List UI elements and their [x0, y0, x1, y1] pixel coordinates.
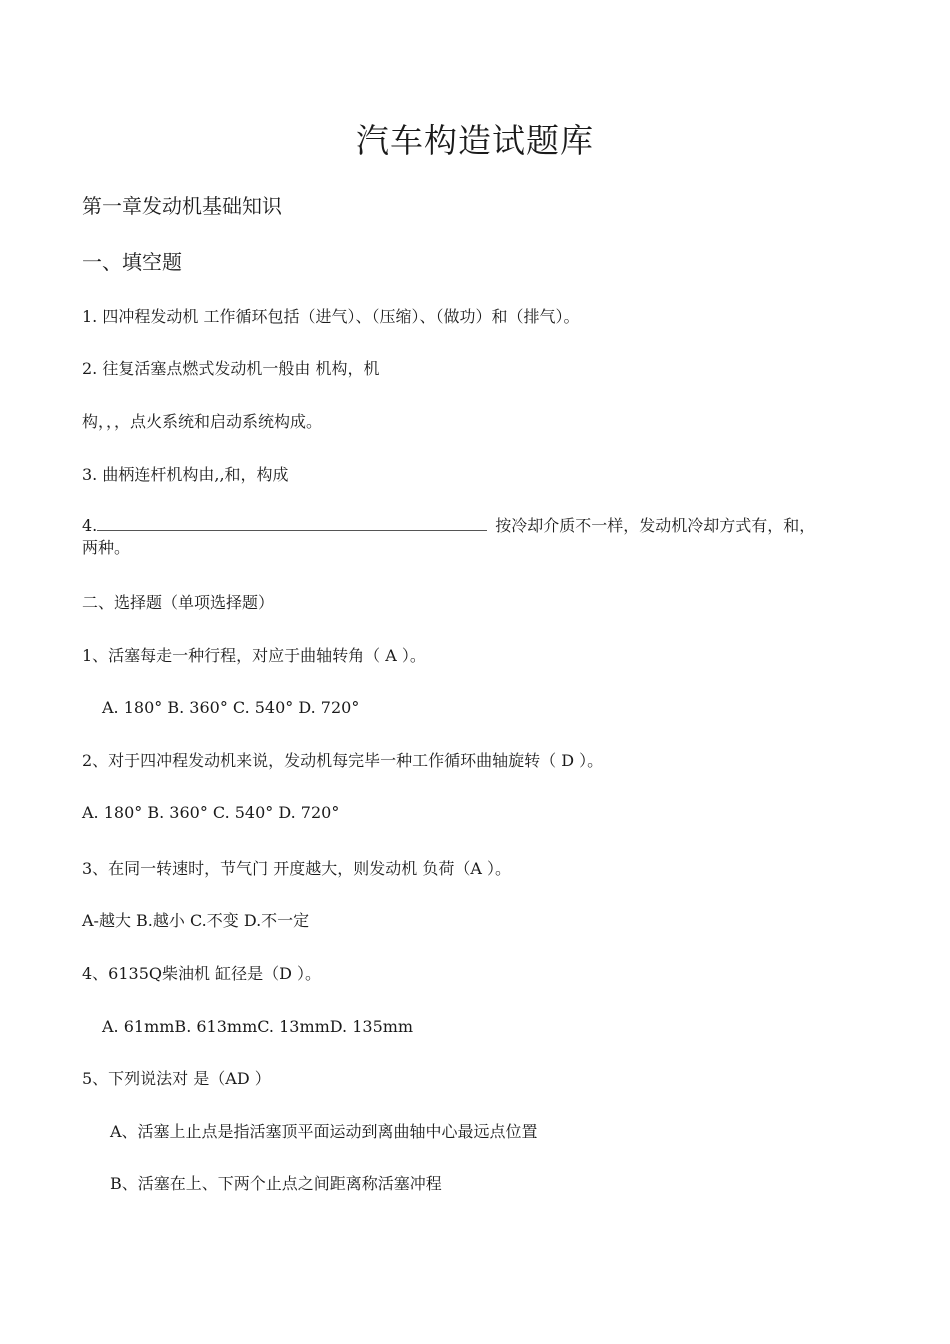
- choice-question-4-options: A. 61mmB. 613mmC. 13mmD. 135mm: [102, 1017, 414, 1036]
- choice-question-3-options: A-越大 B.越小 C.不变 D.不一定: [82, 911, 310, 930]
- fill-question-4-number: 4.: [82, 516, 98, 535]
- fill-question-4: [82, 516, 815, 536]
- page-title: 汽车构造试题库: [356, 121, 594, 160]
- choice-question-5-option-b: B、活塞在上、下两个止点之间距离称活塞冲程: [110, 1174, 442, 1193]
- choice-question-3: 3、在同一转速时，节气门 开度越大，则发动机 负荷（A ）。: [82, 859, 511, 878]
- fill-question-4-text: 按冷却介质不一样，发动机冷却方式有，和，: [495, 516, 816, 535]
- fill-question-2-line2: 构，，，点火系统和启动系统构成。: [82, 412, 323, 431]
- answer-blank-line: [97, 516, 487, 531]
- fill-question-2-line1: 2. 往复活塞点燃式发动机一般由 机构，机: [82, 359, 380, 378]
- section-heading-choice: 二、选择题（单项选择题）: [82, 593, 275, 612]
- choice-question-4: 4、6135Q柴油机 缸径是（D ）。: [82, 964, 322, 983]
- section-heading-fill-blank: 一、填空题: [82, 250, 182, 274]
- fill-question-4-line2: 两种。: [82, 538, 131, 557]
- choice-question-2-options: A. 180° B. 360° C. 540° D. 720°: [82, 803, 340, 822]
- choice-question-5-option-a: A、活塞上止点是指活塞顶平面运动到离曲轴中心最远点位置: [110, 1122, 538, 1141]
- choice-question-1: 1、活塞每走一种行程，对应于曲轴转角（ A ）。: [82, 646, 426, 665]
- choice-question-1-options: A. 180° B. 360° C. 540° D. 720°: [102, 698, 360, 717]
- choice-question-2: 2、对于四冲程发动机来说，发动机每完毕一种工作循环曲轴旋转（ D ）。: [82, 751, 604, 770]
- fill-question-3: 3. 曲柄连杆机构由,,和，构成: [82, 465, 289, 484]
- fill-question-1: 1. 四冲程发动机 工作循环包括（进气）、（压缩）、（做功）和（排气）。: [82, 307, 580, 326]
- chapter-heading: 第一章发动机基础知识: [82, 194, 282, 218]
- choice-question-5: 5、下列说法对 是（AD ）: [82, 1069, 271, 1088]
